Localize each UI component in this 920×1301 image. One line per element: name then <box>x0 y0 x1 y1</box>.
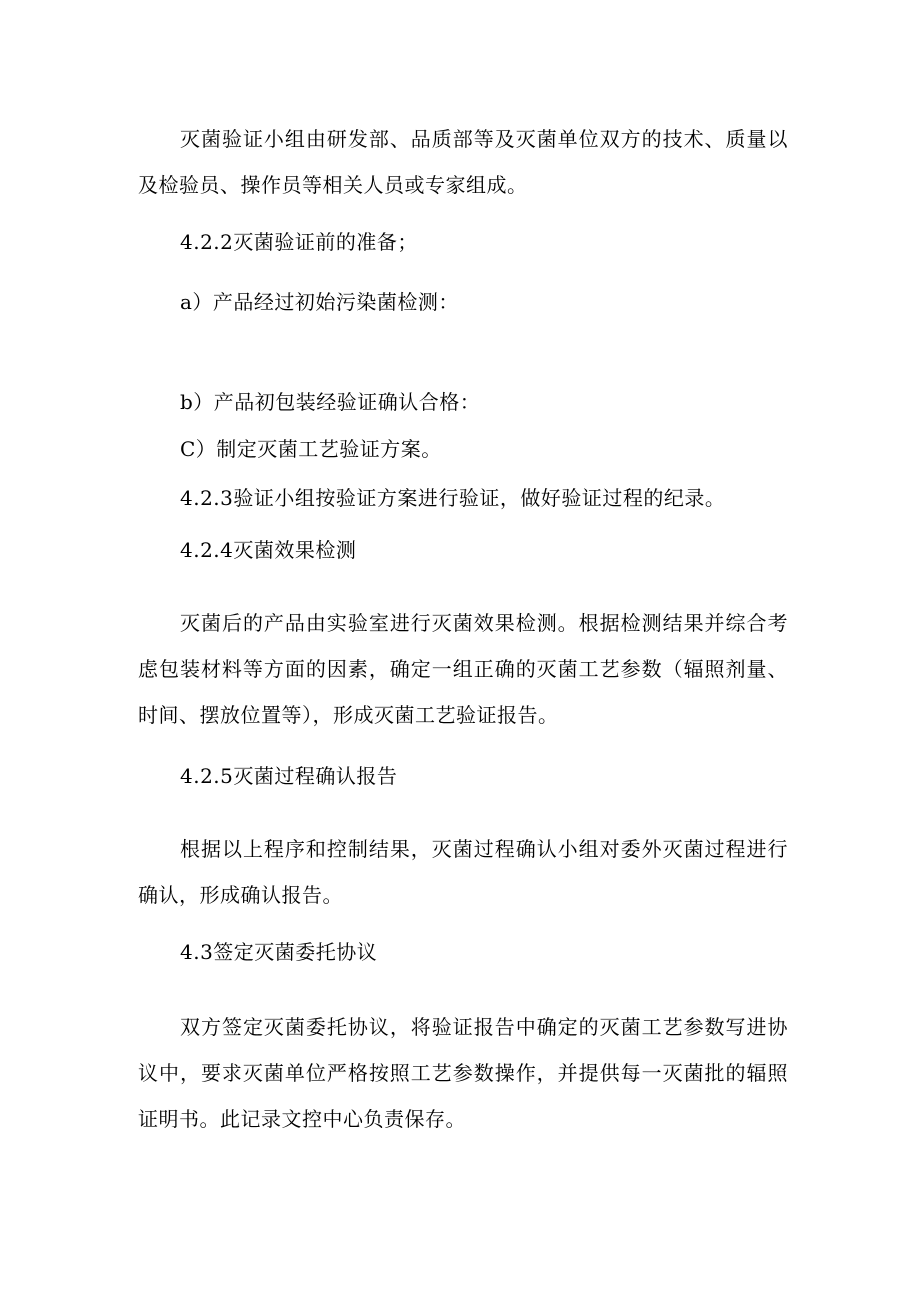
heading-4-2-3: 4.2.3验证小组按验证方案进行验证，做好验证过程的纪录。 <box>180 486 726 510</box>
list-item-c: C）制定灭菌工艺验证方案。 <box>180 437 442 461</box>
paragraph-confirmation-report: 根据以上程序和控制结果，灭菌过程确认小组对委外灭菌过程进行确认，形成确认报告。 <box>138 837 788 907</box>
heading-4-2-2: 4.2.2灭菌验证前的准备； <box>180 230 418 254</box>
heading-4-3: 4.3签定灭菌委托协议 <box>180 940 378 964</box>
list-item-a: a）产品经过初始污染菌检测： <box>180 290 459 314</box>
paragraph-sterilization-effect: 灭菌后的产品由实验室进行灭菌效果检测。根据检测结果并综合考虑包装材料等方面的因素，确定一组正确的灭菌工艺参数（辐照剂量、时间、摆放位置等），形成灭菌工艺验证报告。 <box>138 611 788 727</box>
heading-4-2-4: 4.2.4灭菌效果检测 <box>180 538 357 562</box>
paragraph-agreement: 双方签定灭菌委托协议，将验证报告中确定的灭菌工艺参数写进协议中，要求灭菌单位严格按照工艺参数操作，并提供每一灭菌批的辐照证明书。此记录文控中心负责保存。 <box>138 1015 788 1131</box>
paragraph-verification-team: 灭菌验证小组由研发部、品质部等及灭菌单位双方的技术、质量以及检验员、操作员等相关人员或专家组成。 <box>138 127 788 197</box>
heading-4-2-5: 4.2.5灭菌过程确认报告 <box>180 764 398 788</box>
list-item-b: b）产品初包装经验证确认合格： <box>180 390 481 414</box>
